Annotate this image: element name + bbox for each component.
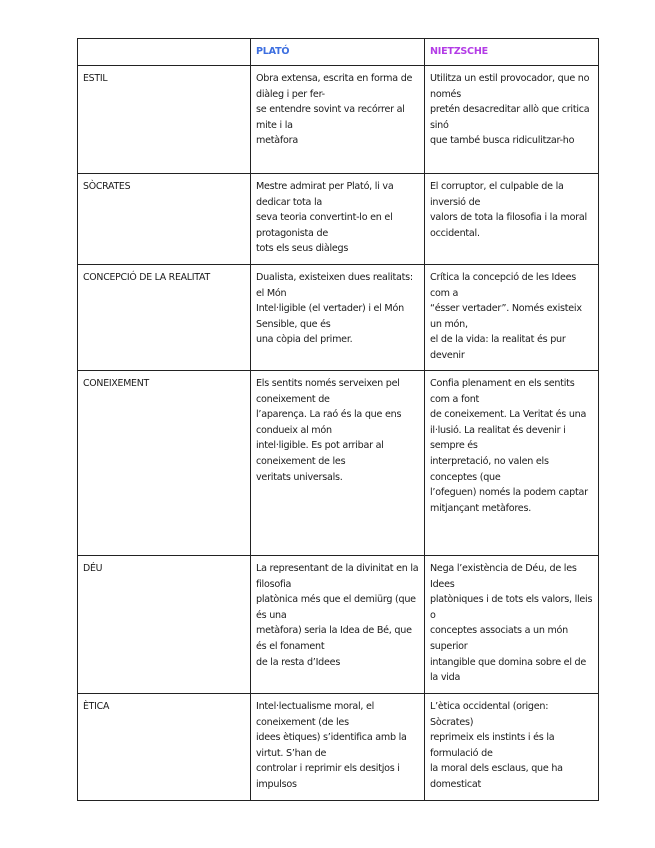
plato-cell: Els sentits només serveixen pel coneixement de l’aparença. La raó és la que ens condueix al món intel·ligible. Es pot arribar al coneixement de les veritats universals. [251,371,425,556]
table-row [78,174,599,265]
nietzsche-cell: L’ètica occidental (origen: Sòcrates) reprimeix els instints i és la formulació de la moral dels esclaus, que ha domesticat [425,694,599,801]
nietzsche-cell: Confia plenament en els sentits com a font de coneixement. La Veritat és una il·lusió. La realitat és devenir i sempre és interpretació, no valen els conceptes (que l’ofeguen) només la podem captar mitjançant metàfores. [425,371,599,556]
table-row [78,694,599,801]
row-label: DÉU [78,556,251,694]
plato-cell: Mestre admirat per Plató, li va dedicar tota la seva teoria convertint-lo en el protagonista de tots els seus diàlegs [251,174,425,265]
nietzsche-cell: Utilitza un estil provocador, que no només pretén desacreditar allò que critica sinó que també busca ridiculitzar-ho [425,66,599,174]
row-label: SÒCRATES [78,174,251,265]
table-row [78,556,599,694]
plato-cell: Intel·lectualisme moral, el coneixement (de les idees ètiques) s’identifica amb la virtut. S’han de controlar i reprimir els desitjos i impulsos [251,694,425,801]
header-cell-empty [78,39,251,66]
nietzsche-cell: Nega l’existència de Déu, de les Idees platòniques i de tots els valors, lleis o conceptes associats a un món superior intangible que domina sobre el de la vida [425,556,599,694]
plato-cell: Dualista, existeixen dues realitats: el Món Intel·ligible (el vertader) i el Món Sensible, que és una còpia del primer. [251,265,425,371]
row-label: CONCEPCIÓ DE LA REALITAT [78,265,251,371]
row-label: CONEIXEMENT [78,371,251,556]
row-label: ESTIL [78,66,251,174]
comparison-table [77,38,599,801]
header-plato: PLATÓ [251,39,425,66]
table-row [78,265,599,371]
plato-cell: Obra extensa, escrita en forma de diàleg i per fer- se entendre sovint va recórrer al mite i la metàfora [251,66,425,174]
table-row [78,66,599,174]
header-row [78,39,599,66]
table-row [78,371,599,556]
row-label: ÈTICA [78,694,251,801]
nietzsche-cell: El corruptor, el culpable de la inversió de valors de tota la filosofia i la moral occidental. [425,174,599,265]
plato-cell: La representant de la divinitat en la filosofia platònica més que el demiürg (que és una metàfora) seria la Idea de Bé, que és el fonament de la resta d’Idees [251,556,425,694]
table-body [78,39,599,801]
nietzsche-cell: Crítica la concepció de les Idees com a “ésser vertader”. Només existeix un món, el de la vida: la realitat és pur devenir [425,265,599,371]
header-nietzsche: NIETZSCHE [425,39,599,66]
